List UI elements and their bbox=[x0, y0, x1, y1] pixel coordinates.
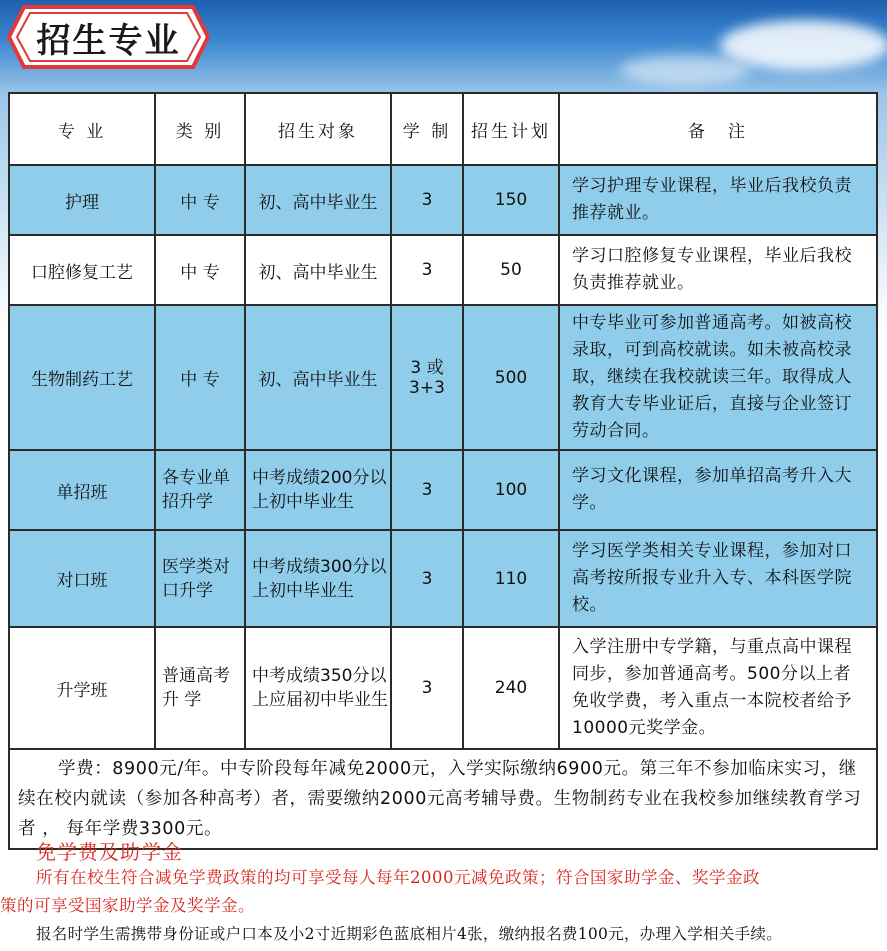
page-title: 招生专业 bbox=[36, 20, 181, 61]
major-cell: 单招班 bbox=[9, 450, 155, 530]
target-cell: 中考成绩200分以上初中毕业生 bbox=[245, 450, 391, 530]
plan-cell: 50 bbox=[463, 235, 559, 305]
plan-cell: 240 bbox=[463, 627, 559, 749]
aid-policy-line-1: 所有在校生符合减免学费政策的均可享受每人每年2000元减免政策；符合国家助学金、奖学金政 bbox=[36, 868, 760, 887]
plan-cell: 500 bbox=[463, 305, 559, 450]
years-cell: 3 或 3+3 bbox=[391, 305, 463, 450]
target-cell: 初、高中毕业生 bbox=[245, 235, 391, 305]
note-cell: 学习文化课程，参加单招高考升入大学。 bbox=[559, 450, 877, 530]
category-cell: 中 专 bbox=[155, 305, 245, 450]
header-target: 招生对象 bbox=[245, 93, 391, 165]
fee-row bbox=[9, 749, 877, 849]
aid-policy-line-2: 策的可享受国家助学金及奖学金。 bbox=[0, 896, 255, 915]
header-category: 类 别 bbox=[155, 93, 245, 165]
plan-cell: 150 bbox=[463, 165, 559, 235]
target-cell: 初、高中毕业生 bbox=[245, 305, 391, 450]
years-cell: 3 bbox=[391, 165, 463, 235]
plan-cell: 100 bbox=[463, 450, 559, 530]
table-row bbox=[9, 627, 877, 749]
header-badge bbox=[6, 4, 211, 70]
years-cell: 3 bbox=[391, 627, 463, 749]
plan-cell: 110 bbox=[463, 530, 559, 627]
major-cell: 对口班 bbox=[9, 530, 155, 627]
target-cell: 中考成绩300分以上初中毕业生 bbox=[245, 530, 391, 627]
table-row bbox=[9, 450, 877, 530]
major-cell: 升学班 bbox=[9, 627, 155, 749]
major-cell: 口腔修复工艺 bbox=[9, 235, 155, 305]
major-cell: 生物制药工艺 bbox=[9, 305, 155, 450]
header-note: 备 注 bbox=[559, 93, 877, 165]
category-cell: 医学类对口升学 bbox=[155, 530, 245, 627]
header-major: 专 业 bbox=[9, 93, 155, 165]
category-cell: 普通高考升 学 bbox=[155, 627, 245, 749]
note-cell: 学习护理专业课程，毕业后我校负责推荐就业。 bbox=[559, 165, 877, 235]
category-cell: 各专业单招升学 bbox=[155, 450, 245, 530]
header-plan: 招生计划 bbox=[463, 93, 559, 165]
years-cell: 3 bbox=[391, 235, 463, 305]
target-cell: 中考成绩350分以上应届初中毕业生 bbox=[245, 627, 391, 749]
target-cell: 初、高中毕业生 bbox=[245, 165, 391, 235]
table-row bbox=[9, 235, 877, 305]
tuition-fee-cell bbox=[9, 749, 877, 849]
note-cell: 学习口腔修复专业课程，毕业后我校负责推荐就业。 bbox=[559, 235, 877, 305]
category-cell: 中 专 bbox=[155, 235, 245, 305]
table-header-row bbox=[9, 93, 877, 165]
note-cell: 中专毕业可参加普通高考。如被高校录取，可到高校就读。如未被高校录取，继续在我校就读三年。取得成人教育大专毕业证后，直接与企业签订劳动合同。 bbox=[559, 305, 877, 450]
table-row bbox=[9, 305, 877, 450]
table-row bbox=[9, 530, 877, 627]
enrollment-note: 报名时学生需携带身份证或户口本及小2寸近期彩色蓝底相片4张，缴纳报名费100元，办理入学相关手续。 bbox=[36, 925, 783, 943]
table-row bbox=[9, 165, 877, 235]
cloud-decoration bbox=[720, 20, 887, 70]
enrollment-table-container bbox=[8, 92, 876, 850]
aid-policy-text bbox=[0, 864, 887, 920]
aid-section-title: 免学费及助学金 bbox=[36, 840, 183, 864]
cloud-decoration bbox=[620, 55, 750, 85]
category-cell: 中 专 bbox=[155, 165, 245, 235]
years-cell: 3 bbox=[391, 450, 463, 530]
note-cell: 学习医学类相关专业课程，参加对口高考按所报专业升入专、本科医学院校。 bbox=[559, 530, 877, 627]
major-cell: 护理 bbox=[9, 165, 155, 235]
header-years: 学 制 bbox=[391, 93, 463, 165]
tuition-fee-text: 学费：8900元/年。中专阶段每年减免2000元，入学实际缴纳6900元。第三年不参加临床实习，继续在校内就读（参加各种高考）者，需要缴纳2000元高考辅导费。生物制药专业在我校参加继续教育学习者 ， 每年学费3300元。 bbox=[18, 759, 862, 839]
note-cell: 入学注册中专学籍，与重点高中课程同步，参加普通高考。500分以上者免收学费，考入重点一本院校者给予10000元奖学金。 bbox=[559, 627, 877, 749]
enrollment-table bbox=[8, 92, 878, 850]
years-cell: 3 bbox=[391, 530, 463, 627]
